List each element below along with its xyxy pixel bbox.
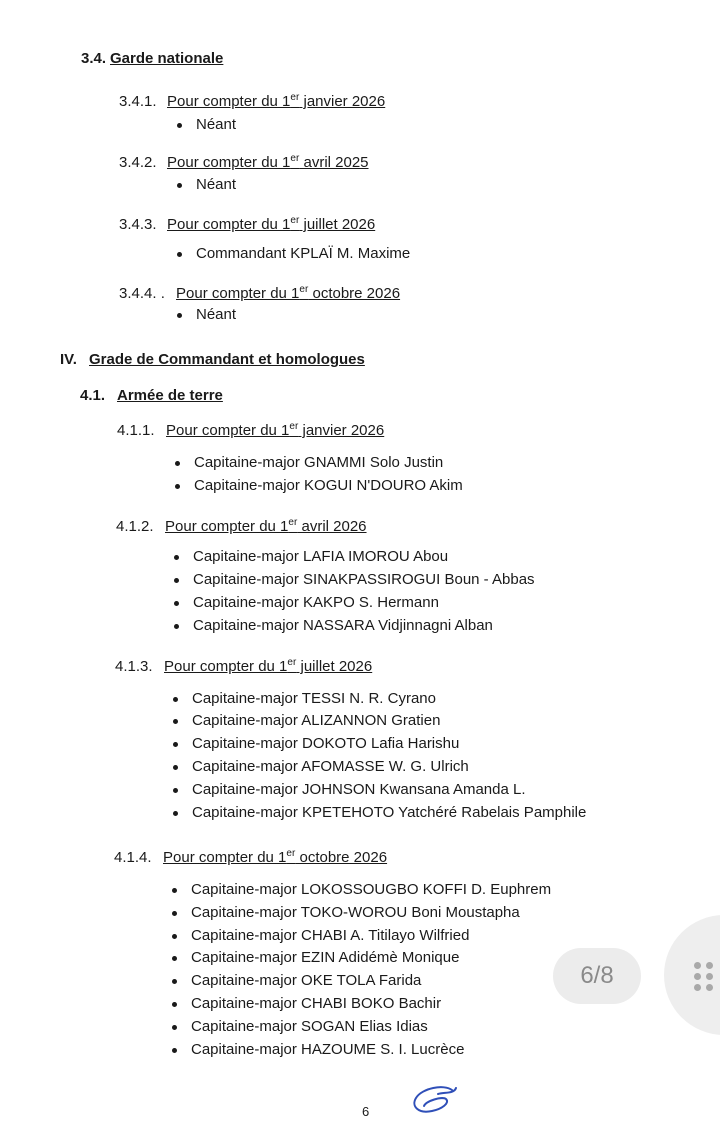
list-item: Capitaine-major HAZOUME S. I. Lucrèce [191, 1041, 464, 1058]
section-title-grade-commandant: Grade de Commandant et homologues [89, 351, 365, 368]
page-indicator-badge: 6/8 [553, 948, 641, 1004]
list-item: Capitaine-major AFOMASSE W. G. Ulrich [192, 758, 469, 775]
page-number: 6 [362, 1104, 370, 1119]
list-item: Capitaine-major KAKPO S. Hermann [193, 594, 439, 611]
sub-num: 4.1.3. [115, 658, 153, 675]
list-item: Néant [196, 306, 236, 323]
bullet-icon [172, 1025, 177, 1030]
list-item: Capitaine-major DOKOTO Lafia Harishu [192, 735, 459, 752]
sub-title-date: Pour compter du 1er janvier 2026 [166, 421, 385, 439]
signature-icon [408, 1084, 460, 1120]
bullet-icon [175, 461, 180, 466]
section-num-3-4: 3.4. [81, 50, 107, 67]
sub-title-date: Pour compter du 1er juillet 2026 [164, 657, 373, 675]
section-title-garde-nationale: Garde nationale [110, 50, 224, 67]
list-item: Capitaine-major KPETEHOTO Yatchéré Rabelais Pamphile [192, 804, 586, 821]
bullet-icon [172, 1048, 177, 1053]
sub-title-date: Pour compter du 1er octobre 2026 [176, 284, 401, 302]
sub-title-date: Pour compter du 1er juillet 2026 [167, 215, 376, 233]
sub-num: 4.1.4. [114, 849, 152, 866]
sub-num: 3.4.4. . [119, 285, 165, 302]
sub-title-date: Pour compter du 1er avril 2025 [167, 153, 369, 171]
list-item: Capitaine-major CHABI BOKO Bachir [191, 995, 441, 1012]
bullet-icon [177, 183, 182, 188]
section-num-iv: IV. [60, 351, 77, 368]
list-item: Capitaine-major LOKOSSOUGBO KOFFI D. Euphrem [191, 881, 551, 898]
bullet-icon [173, 765, 178, 770]
section-num-4-1: 4.1. [80, 387, 106, 404]
list-item: Capitaine-major OKE TOLA Farida [191, 972, 421, 989]
list-item: Néant [196, 176, 236, 193]
list-item: Capitaine-major SOGAN Elias Idias [191, 1018, 428, 1035]
sub-num: 4.1.1. [117, 422, 155, 439]
list-item: Capitaine-major TOKO-WOROU Boni Moustapha [191, 904, 520, 921]
list-item: Capitaine-major JOHNSON Kwansana Amanda L. [192, 781, 526, 798]
bullet-icon [173, 742, 178, 747]
list-item: Capitaine-major CHABI A. Titilayo Wilfried [191, 927, 469, 944]
list-item: Commandant KPLAÏ M. Maxime [196, 245, 410, 262]
bullet-icon [174, 555, 179, 560]
bullet-icon [173, 697, 178, 702]
bullet-icon [177, 123, 182, 128]
bullet-icon [173, 788, 178, 793]
bullet-icon [172, 888, 177, 893]
list-item: Capitaine-major GNAMMI Solo Justin [194, 454, 443, 471]
bullet-icon [173, 811, 178, 816]
bullet-icon [173, 719, 178, 724]
bullet-icon [174, 578, 179, 583]
bullet-icon [174, 624, 179, 629]
bullet-icon [172, 911, 177, 916]
list-item: Néant [196, 116, 236, 133]
list-item: Capitaine-major SINAKPASSIROGUI Boun - Abbas [193, 571, 535, 588]
bullet-icon [177, 252, 182, 257]
section-title-armee-de-terre: Armée de terre [117, 387, 223, 404]
sub-num: 4.1.2. [116, 518, 154, 535]
list-item: Capitaine-major LAFIA IMOROU Abou [193, 548, 448, 565]
bullet-icon [177, 313, 182, 318]
list-item: Capitaine-major KOGUI N'DOURO Akim [194, 477, 463, 494]
list-item: Capitaine-major EZIN Adidémè Monique [191, 949, 459, 966]
sub-title-date: Pour compter du 1er janvier 2026 [167, 92, 386, 110]
bullet-icon [175, 484, 180, 489]
drag-dots-icon[interactable] [694, 962, 718, 992]
bullet-icon [174, 601, 179, 606]
bullet-icon [172, 934, 177, 939]
sub-title-date: Pour compter du 1er avril 2026 [165, 517, 367, 535]
list-item: Capitaine-major NASSARA Vidjinnagni Alban [193, 617, 493, 634]
bullet-icon [172, 1002, 177, 1007]
bullet-icon [172, 956, 177, 961]
bullet-icon [172, 979, 177, 984]
list-item: Capitaine-major TESSI N. R. Cyrano [192, 690, 436, 707]
sub-num: 3.4.2. [119, 154, 157, 171]
sub-title-date: Pour compter du 1er octobre 2026 [163, 848, 388, 866]
sub-num: 3.4.1. [119, 93, 157, 110]
sub-num: 3.4.3. [119, 216, 157, 233]
list-item: Capitaine-major ALIZANNON Gratien [192, 712, 440, 729]
